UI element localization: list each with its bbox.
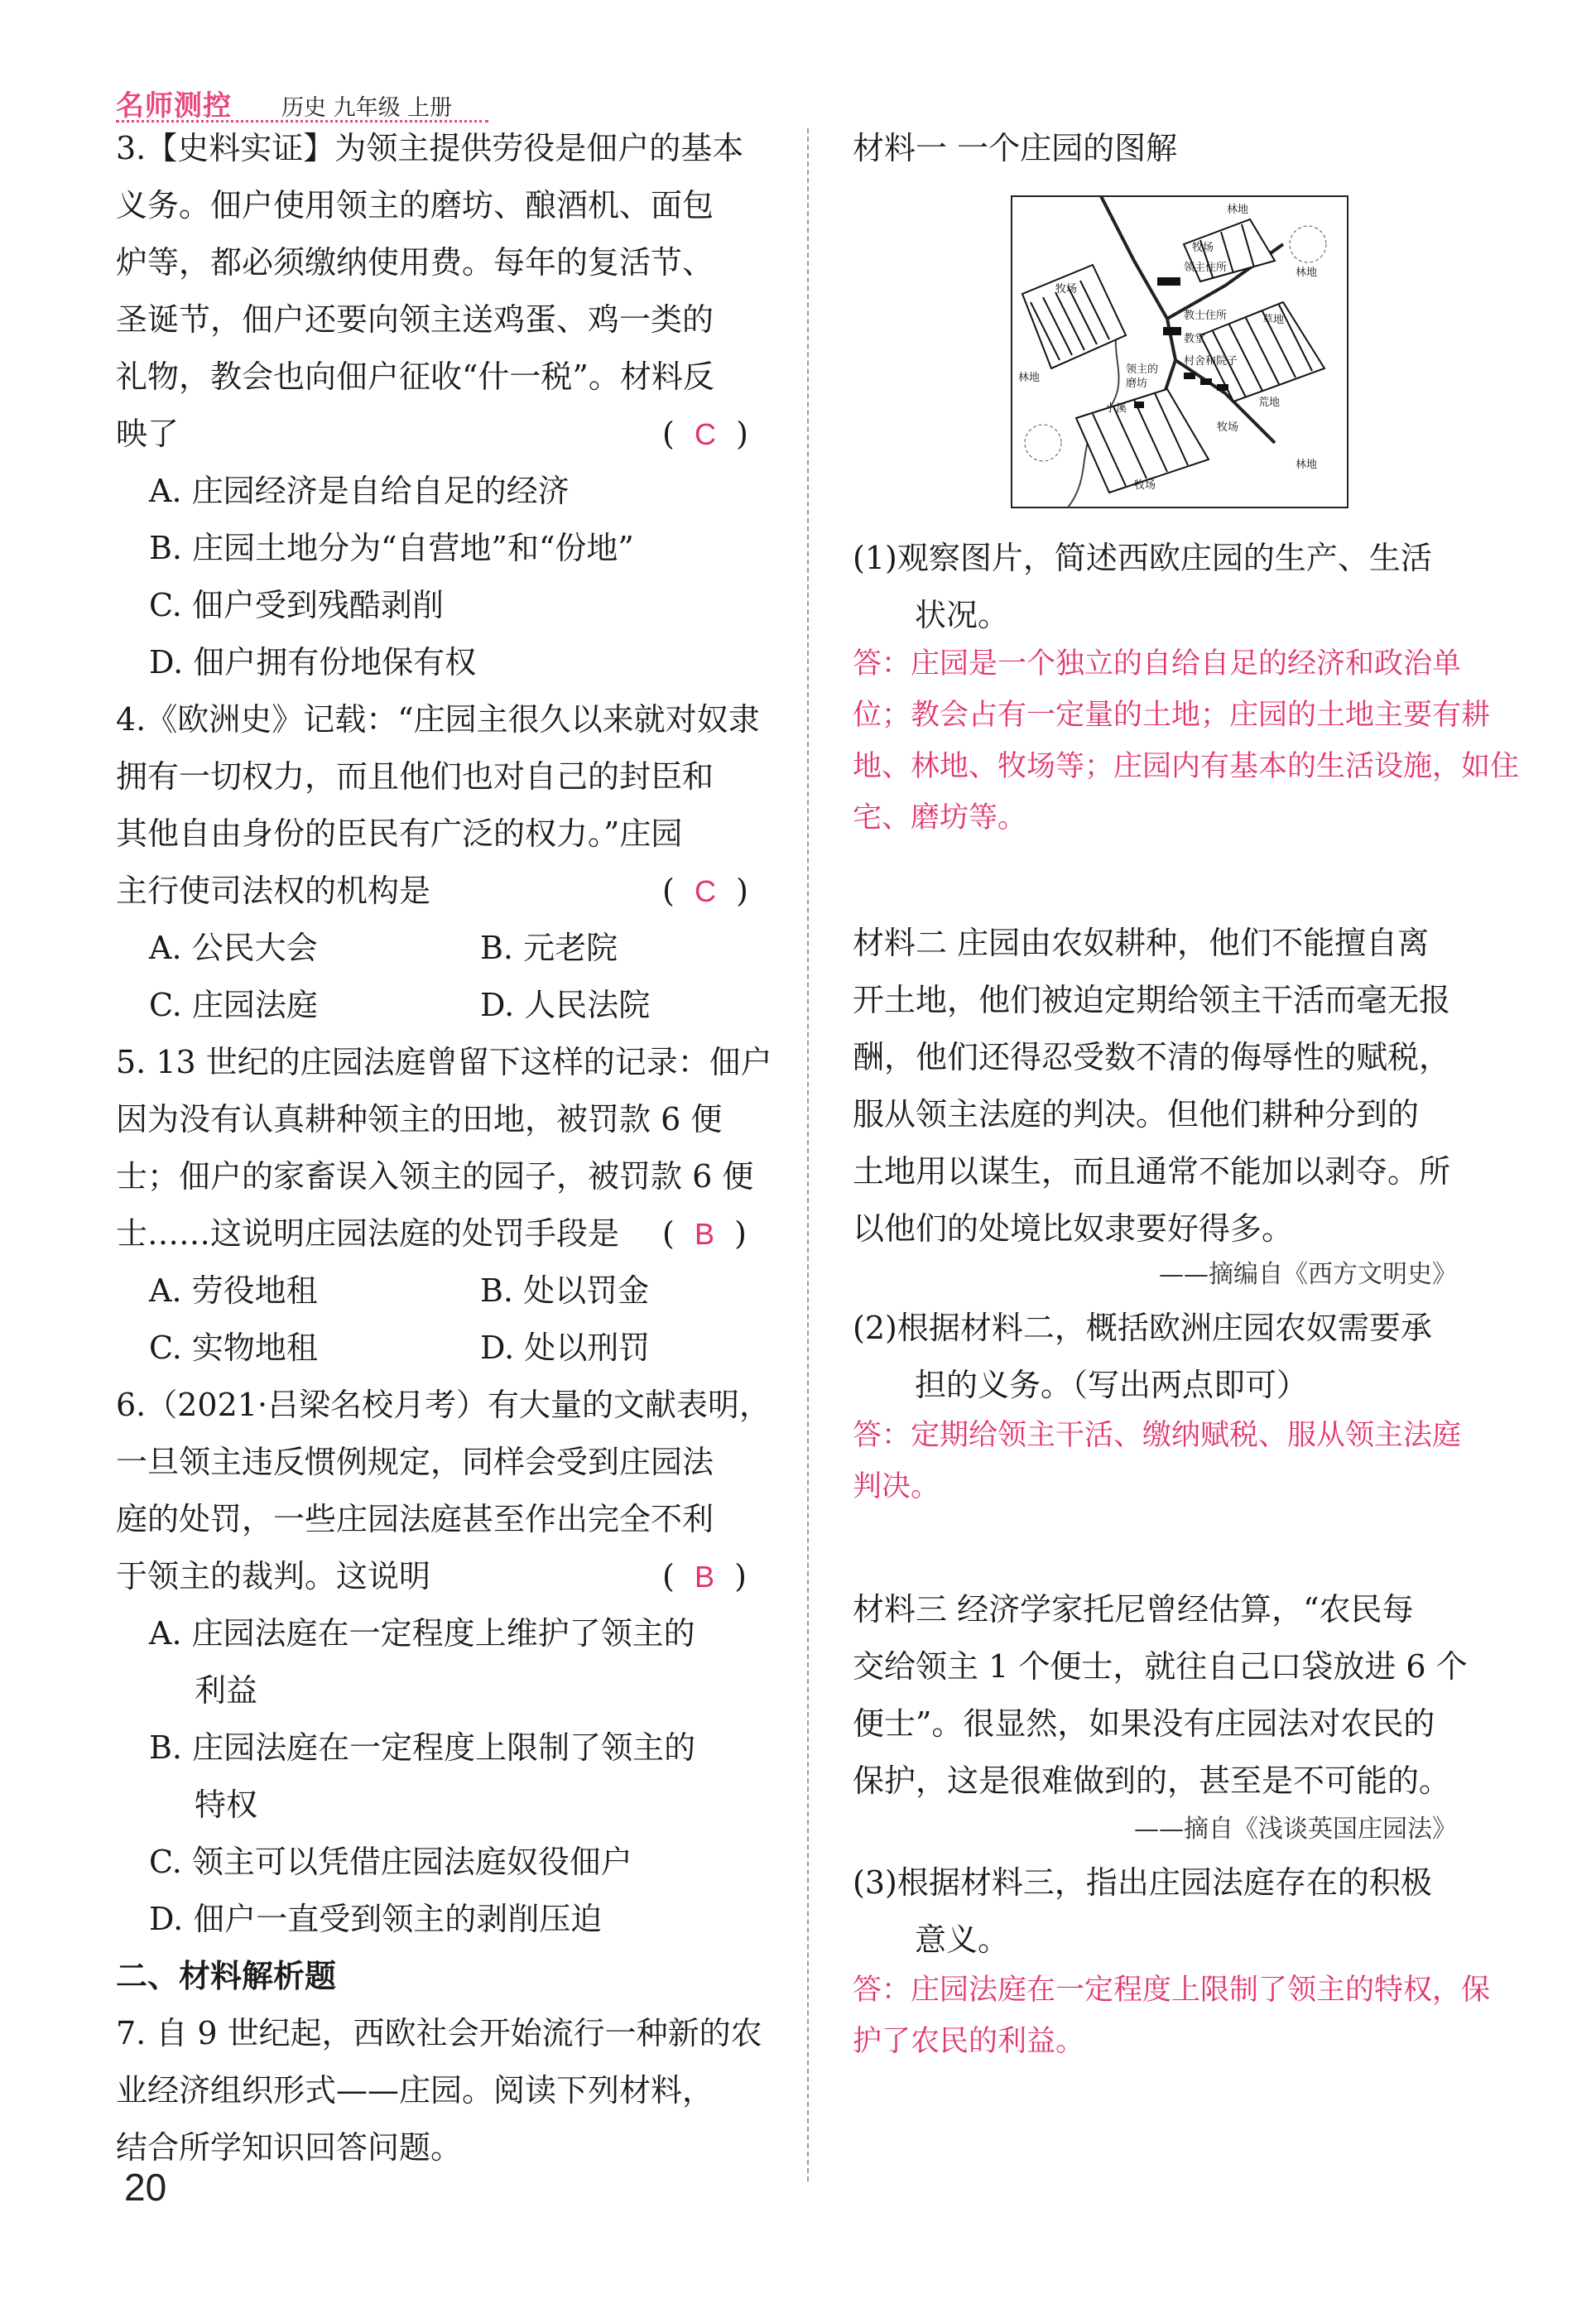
column-divider: [807, 128, 809, 2181]
q4-line: 主行使司法权的机构是: [116, 873, 431, 909]
q4-line: 拥有一切权力，而且他们也对自己的封臣和: [116, 758, 714, 795]
map-label: 领主的: [1126, 363, 1159, 376]
q3-line: 礼物，教会也向佃户征收“什一税”。材料反: [116, 358, 714, 395]
q3-option: D. 佃户拥有份地保有权: [149, 644, 477, 680]
manor-map: [1010, 195, 1349, 509]
q6-line: 6.（2021·吕梁名校月考）有大量的文献表明，: [116, 1387, 772, 1423]
answer-line: 答：庄园是一个独立的自给自足的经济和政治单: [853, 647, 1462, 680]
material-2-source: ——摘编自《西方文明史》: [1159, 1260, 1457, 1289]
q3-line: 炉等，都必须缴纳使用费。每年的复活节、: [116, 244, 714, 281]
q5-option: D. 处以刑罚: [480, 1330, 651, 1366]
page-number: 20: [124, 2166, 167, 2209]
q6-answer: ( B ): [662, 1558, 747, 1594]
q3-line: 义务。佃户使用领主的磨坊、酿酒机、面包: [116, 187, 714, 224]
q5-line: 士……这说明庄园法庭的处罚手段是: [116, 1215, 620, 1252]
header-underline: [116, 120, 488, 123]
q3-line: 3.【史料实证】为领主提供劳役是佃户的基本: [116, 130, 744, 166]
answer-letter: B: [694, 1217, 714, 1251]
map-label: 磨坊: [1126, 378, 1148, 390]
q4-option: C. 庄园法庭: [149, 987, 318, 1023]
q7-sub1-cont: 状况。: [915, 597, 1010, 633]
material-3-line: 材料三 经济学家托尼曾经估算，“农民每: [853, 1591, 1414, 1628]
q7-sub2: (2)根据材料二，概括欧洲庄园农奴需要承: [853, 1310, 1432, 1346]
map-label: 牧场: [1134, 479, 1156, 492]
q3-option: A. 庄园经济是自给自足的经济: [149, 473, 570, 509]
q5-line: 5. 13 世纪的庄园法庭曾留下这样的记录：佃户: [116, 1044, 772, 1080]
subject-label: 历史 九年级 上册: [281, 95, 453, 121]
q7-sub3: (3)根据材料三，指出庄园法庭存在的积极: [853, 1864, 1432, 1901]
q6-option-cont: 利益: [195, 1672, 258, 1709]
answer-letter: C: [694, 874, 716, 908]
q6-option: B. 庄园法庭在一定程度上限制了领主的: [149, 1729, 696, 1766]
q6-line: 一旦领主违反惯例规定，同样会受到庄园法: [116, 1444, 714, 1480]
q3-answer: ( C ): [662, 416, 748, 452]
material-2-line: 服从领主法庭的判决。但他们耕种分到的: [853, 1096, 1420, 1133]
page-header: [116, 83, 488, 121]
map-label: 村舍和院子: [1184, 355, 1238, 368]
q4-answer: ( C ): [662, 873, 748, 909]
map-label: 草地: [1262, 314, 1285, 326]
q4-option: D. 人民法院: [480, 987, 651, 1023]
material-3-line: 保护，这是很难做到的，甚至是不可能的。: [853, 1763, 1451, 1799]
q5-option: B. 处以罚金: [480, 1272, 650, 1309]
q4-line: 其他自由身份的臣民有广泛的权力。”庄园: [116, 815, 683, 852]
q4-option: A. 公民大会: [149, 930, 318, 966]
q6-line: 庭的处罚，一些庄园法庭甚至作出完全不利: [116, 1501, 714, 1537]
q5-line: 士；佃户的家畜误入领主的园子，被罚款 6 便: [116, 1158, 754, 1195]
q3-option: B. 庄园土地分为“自营地”和“份地”: [149, 530, 634, 566]
q3-line: 映了: [116, 416, 180, 452]
material-2-line: 开土地，他们被迫定期给领主干活而毫无报: [853, 982, 1451, 1018]
map-label: 牧场: [1055, 283, 1078, 296]
map-label: 牧场: [1217, 421, 1239, 434]
q5-option: C. 实物地租: [149, 1330, 318, 1366]
material-2-line: 酬，他们还得忍受数不清的侮辱性的赋税，: [853, 1039, 1451, 1075]
q3-line: 圣诞节，佃户还要向领主送鸡蛋、鸡一类的: [116, 301, 714, 338]
answer-letter: B: [694, 1560, 714, 1594]
map-label: 荒地: [1258, 397, 1281, 409]
brand-logo: 名师测控: [116, 89, 232, 123]
map-label: 林地: [1018, 372, 1041, 384]
q7-sub1: (1)观察图片，简述西欧庄园的生产、生活: [853, 540, 1432, 576]
q5-line: 因为没有认真耕种领主的田地，被罚款 6 便: [116, 1101, 723, 1137]
material-1-title: 材料一 一个庄园的图解: [853, 130, 1178, 166]
material-2-line: 土地用以谋生，而且通常不能加以剥夺。所: [853, 1153, 1451, 1190]
answer-line: 位；教会占有一定量的土地；庄园的土地主要有耕: [853, 699, 1491, 732]
q6-line: 于领主的裁判。这说明: [116, 1558, 431, 1594]
q6-option: A. 庄园法庭在一定程度上维护了领主的: [149, 1615, 695, 1652]
section-title: 二、材料解析题: [116, 1958, 337, 1994]
material-2-line: 材料二 庄园由农奴耕种，他们不能擅自离: [853, 925, 1430, 961]
q7-sub2-cont: 担的义务。（写出两点即可）: [915, 1367, 1309, 1403]
answer-line: 判决。: [853, 1470, 940, 1503]
answer-line: 答：庄园法庭在一定程度上限制了领主的特权，保: [853, 1974, 1491, 2007]
map-label: 牧场: [1192, 242, 1214, 254]
q7-line: 7. 自 9 世纪起，西欧社会开始流行一种新的农: [116, 2015, 762, 2051]
material-3-line: 交给领主 1 个便士，就往自己口袋放进 6 个: [853, 1648, 1468, 1685]
map-label: 林地: [1296, 267, 1318, 279]
answer-line: 地、林地、牧场等；庄园内有基本的生活设施，如住: [853, 750, 1520, 783]
map-label: 林地: [1296, 459, 1318, 471]
map-label: 领主住所: [1184, 262, 1228, 274]
map-label: 教堂: [1184, 333, 1206, 345]
material-3-source: ——摘自《浅谈英国庄园法》: [1134, 1815, 1457, 1844]
q6-option: C. 领主可以凭借庄园法庭奴役佃户: [149, 1844, 632, 1880]
q4-option: B. 元老院: [480, 930, 618, 966]
q7-sub3-cont: 意义。: [915, 1921, 1010, 1958]
q6-option-cont: 特权: [195, 1787, 258, 1823]
q5-answer: ( B ): [662, 1215, 747, 1252]
q3-option: C. 佃户受到残酷剥削: [149, 587, 444, 623]
answer-line: 护了农民的利益。: [853, 2025, 1085, 2058]
q6-option: D. 佃户一直受到领主的剥削压迫: [149, 1901, 603, 1937]
q7-line: 业经济组织形式——庄园。阅读下列材料，: [116, 2072, 714, 2109]
q4-line: 4.《欧洲史》记载：“庄园主很久以来就对奴隶: [116, 701, 760, 738]
answer-line: 答：定期给领主干活、缴纳赋税、服从领主法庭: [853, 1419, 1462, 1452]
answer-line: 宅、磨坊等。: [853, 801, 1027, 834]
material-2-line: 以他们的处境比奴隶要好得多。: [853, 1210, 1294, 1247]
q5-option: A. 劳役地租: [149, 1272, 318, 1309]
material-3-line: 便士”。很显然，如果没有庄园法对农民的: [853, 1705, 1435, 1742]
map-label: 教士住所: [1184, 310, 1228, 322]
map-label: 小溪: [1105, 402, 1127, 415]
answer-letter: C: [694, 417, 716, 451]
map-label: 林地: [1227, 204, 1249, 216]
q7-line: 结合所学知识回答问题。: [116, 2129, 463, 2166]
